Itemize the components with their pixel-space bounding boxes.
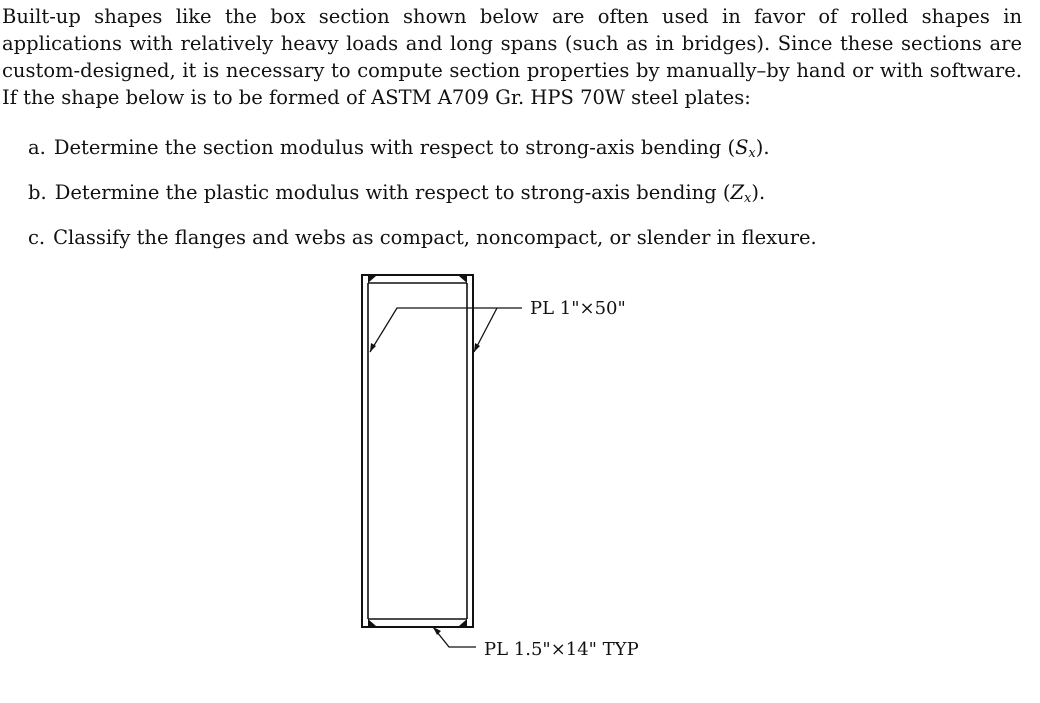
question-text: Classify the flanges and webs as compact, noncompact, or slender in flexure. (53, 226, 817, 249)
question-marker: b. (28, 181, 47, 204)
arrowhead-icon (474, 343, 480, 352)
flange-plate-label: PL 1.5"×14" TYP (484, 639, 639, 660)
question-marker: a. (28, 136, 46, 159)
question-suffix: ). (751, 181, 766, 204)
arrowhead-icon (433, 627, 441, 635)
question-text: Determine the plastic modulus with respect to strong-axis bending ( (54, 181, 731, 204)
weld-mark (368, 619, 376, 626)
problem-statement: Built-up shapes like the box section shown below are often used in favor of rolled shapes in applications with relatively heavy loads and long spans (such as in bridges). Since these sections are custom-designed, it is necessary to compute section properties by manually–by hand or with software. If the shape below is to be formed of ASTM A709 Gr. HPS 70W steel plates: (2, 5, 1022, 109)
box-outline (362, 275, 473, 627)
question-text: Determine the section modulus with respect to strong-axis bending ( (53, 136, 736, 159)
weld-mark (459, 276, 467, 283)
web-plate-label: PL 1"×50" (530, 298, 626, 319)
math-symbol: $S_x$ (735, 136, 756, 161)
question-marker: c. (28, 226, 46, 249)
flange-leader-line (433, 627, 476, 647)
weld-mark (459, 619, 467, 626)
question-suffix: ). (755, 136, 770, 159)
weld-mark (368, 276, 376, 283)
math-symbol: $Z_x$ (730, 181, 752, 206)
web-leader-line (370, 308, 522, 352)
